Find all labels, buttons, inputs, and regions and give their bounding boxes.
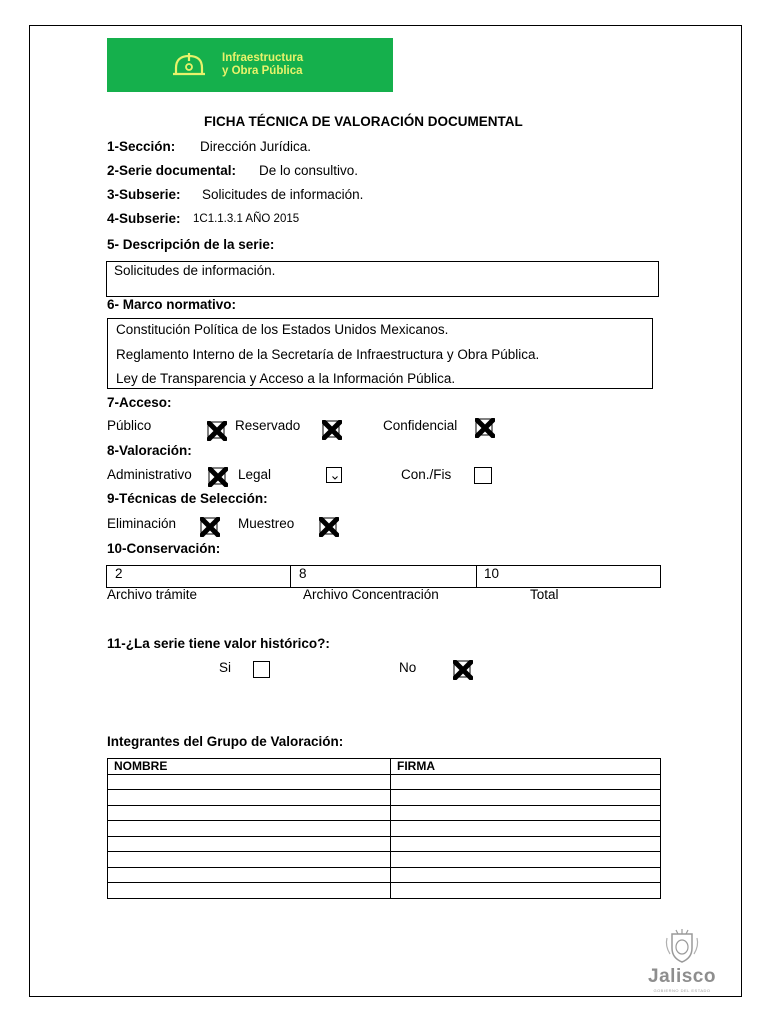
acceso-option-reservado: Reservado [235,418,301,433]
seal-text: Jalisco [648,966,716,987]
coat-of-arms-icon [664,928,700,964]
firma-cell[interactable] [391,852,661,868]
historico-label: 11-¿La serie tiene valor histórico?: [107,636,330,651]
check-icon [332,476,338,480]
firma-cell[interactable] [391,883,661,899]
descripcion-label: 5- Descripción de la serie: [107,237,275,252]
x-mark-icon [207,421,227,441]
firma-cell[interactable] [391,867,661,883]
seal-subtext: GOBIERNO DEL ESTADO [653,988,711,993]
x-mark-icon [453,660,473,680]
descripcion-box [106,261,659,297]
table-row [108,821,661,837]
table-row [108,852,661,868]
header-firma: FIRMA [391,759,661,775]
descripcion-text: Solicitudes de información. [114,263,276,278]
valoracion-option-administrativo: Administrativo [107,467,192,482]
firma-cell[interactable] [391,790,661,806]
nombre-cell[interactable] [108,836,391,852]
subserie-label: 3-Subserie: [107,187,181,202]
historico-option-si: Si [219,660,232,675]
conservacion-label: 10-Conservación: [107,541,221,556]
firma-cell[interactable] [391,805,661,821]
tecnicas-option-muestreo: Muestreo [238,516,295,531]
serie-label: 2-Serie documental: [107,163,237,178]
grupo-label: Integrantes del Grupo de Valoración: [107,734,344,749]
conservacion-tramite-value: 2 [115,566,123,581]
firma-cell[interactable] [391,821,661,837]
x-mark-icon [200,517,220,537]
table-row [108,790,661,806]
conservacion-divider [476,566,477,587]
x-mark-icon [319,517,339,537]
subserie4-value: 1C1.1.3.1 AÑO 2015 [193,213,300,225]
jalisco-seal [634,928,730,996]
firma-cell[interactable] [391,836,661,852]
marco-item: Constitución Política de los Estados Unidos Mexicanos. [116,322,449,337]
nombre-cell[interactable] [108,821,391,837]
table-header-row [108,759,661,775]
nombre-cell[interactable] [108,774,391,790]
nombre-cell[interactable] [108,852,391,868]
valoracion-label: 8-Valoración: [107,443,192,458]
grupo-table [107,758,661,899]
acceso-option-publico: Público [107,418,152,433]
logo-line-2: y Obra Pública [222,65,303,77]
confis-checkbox[interactable] [474,467,492,484]
acceso-label: 7-Acceso: [107,395,172,410]
marco-box [107,318,653,389]
marco-item: Reglamento Interno de la Secretaría de Infraestructura y Obra Pública. [116,347,540,362]
historico-option-no: No [399,660,417,675]
table-row [108,805,661,821]
marco-item: Ley de Transparencia y Acceso a la Información Pública. [116,371,456,386]
seccion-value: Dirección Jurídica. [200,139,312,154]
nombre-cell[interactable] [108,883,391,899]
table-row [108,836,661,852]
subserie-value: Solicitudes de información. [202,187,364,202]
nombre-cell[interactable] [108,805,391,821]
subserie4-label: 4-Subserie: [107,211,181,226]
header-nombre: NOMBRE [108,759,391,775]
tecnicas-label: 9-Técnicas de Selección: [107,491,268,506]
table-row [108,774,661,790]
conservacion-concentracion-value: 8 [299,566,307,581]
document-title: FICHA TÉCNICA DE VALORACIÓN DOCUMENTAL [204,114,523,129]
x-mark-icon [475,418,495,438]
conservacion-caption-concentracion: Archivo Concentración [303,587,439,602]
valoracion-option-legal: Legal [238,467,272,482]
conservacion-box [106,565,661,588]
x-mark-icon [322,420,342,440]
firma-cell[interactable] [391,774,661,790]
x-mark-icon [208,467,228,487]
table-row [108,883,661,899]
valoracion-option-confis: Con./Fis [401,467,452,482]
conservacion-caption-tramite: Archivo trámite [107,587,198,602]
tecnicas-option-eliminacion: Eliminación [107,516,177,531]
acceso-option-confidencial: Confidencial [383,418,458,433]
si-checkbox[interactable] [253,661,270,678]
legal-checkbox[interactable] [326,467,342,483]
hard-hat-icon [172,52,206,78]
conservacion-divider [290,566,291,587]
nombre-cell[interactable] [108,867,391,883]
logo-text [222,52,303,78]
seccion-label: 1-Sección: [107,139,176,154]
conservacion-caption-total: Total [530,587,559,602]
conservacion-total-value: 10 [484,566,500,581]
logo-line-1: Infraestructura [222,52,304,64]
serie-value: De lo consultivo. [259,163,359,178]
logo-banner [107,38,393,92]
marco-label: 6- Marco normativo: [107,297,237,312]
nombre-cell[interactable] [108,790,391,806]
table-row [108,867,661,883]
